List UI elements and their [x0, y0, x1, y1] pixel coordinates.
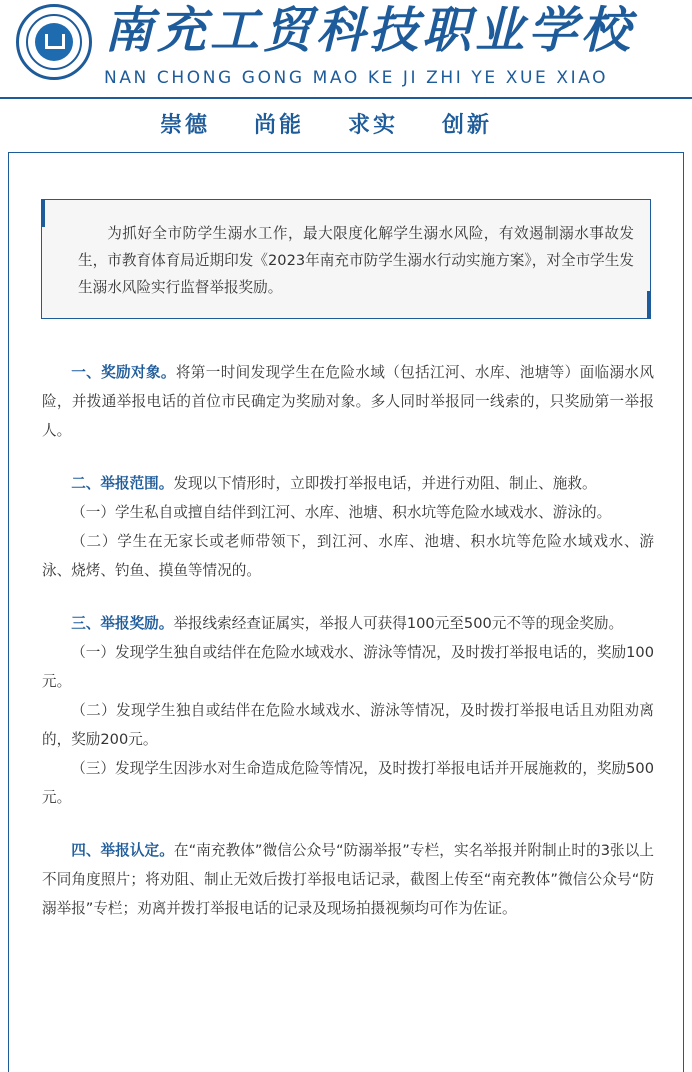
section-text: 在“南充教体”微信公众号“防溺举报”专栏，实名举报并附制止时的3张以上不同角度照片；将劝阻、制止无效后拨打举报电话记录，截图上传至“南充教体”微信公众号“防溺举报”专栏；劝离并拨打举报电话的记录及现场拍摄视频均可作为佐证。	[42, 842, 654, 917]
section-paragraph	[42, 469, 654, 498]
motto-word: 崇德	[160, 112, 211, 138]
section-spacer	[42, 445, 654, 469]
section-spacer	[42, 585, 654, 609]
section-heading: 四、举报认定。	[71, 842, 174, 859]
motto-word: 尚能	[254, 112, 305, 138]
school-pinyin: NAN CHONG GONG MAO KE JI ZHI YE XUE XIAO	[104, 68, 609, 88]
section-paragraph	[42, 836, 654, 923]
school-motto	[160, 110, 492, 140]
intro-text	[78, 220, 634, 301]
school-logo	[16, 4, 92, 80]
page-header	[0, 0, 692, 152]
section-paragraph	[42, 358, 654, 445]
section-heading: 一、奖励对象。	[71, 364, 176, 381]
intro-corner-accent	[647, 291, 651, 319]
motto-word: 求实	[348, 112, 399, 138]
school-name: 南充工贸科技职业学校	[104, 1, 635, 59]
article-body	[42, 358, 654, 923]
list-item: （一）发现学生独自或结伴在危险水域戏水、游泳等情况，及时拨打举报电话的，奖励100元。	[42, 644, 654, 690]
section-heading: 三、举报奖励。	[71, 615, 174, 632]
section-text: 发现以下情形时，立即拨打举报电话，并进行劝阻、制止、施救。	[173, 475, 597, 492]
motto-word: 创新	[442, 112, 493, 138]
list-item: （二）发现学生独自或结伴在危险水域戏水、游泳等情况，及时拨打举报电话且劝阻劝离的，奖励200元。	[42, 702, 654, 748]
section-heading: 二、举报范围。	[71, 475, 174, 492]
section-spacer	[42, 812, 654, 836]
section-text: 将第一时间发现学生在危险水域（包括江河、水库、池塘等）面临溺水风险，并拨通举报电话的首位市民确定为奖励对象。多人同时举报同一线索的，只奖励第一举报人。	[42, 364, 654, 439]
list-item: （一）学生私自或擅自结伴到江河、水库、池塘、积水坑等危险水域戏水、游泳的。	[71, 504, 612, 521]
header-divider	[0, 97, 692, 99]
intro-paragraph: 为抓好全市防学生溺水工作，最大限度化解学生溺水风险，有效遏制溺水事故发生，市教育体育局近期印发《2023年南充市防学生溺水行动实施方案》，对全市学生发生溺水风险实行监督举报奖励。	[78, 225, 634, 296]
section-text: 举报线索经查证属实，举报人可获得100元至500元不等的现金奖励。	[173, 615, 624, 632]
logo-emblem-icon	[35, 23, 73, 61]
list-item: （三）发现学生因涉水对生命造成危险等情况，及时拨打举报电话并开展施救的，奖励500元。	[42, 760, 654, 806]
intro-box	[41, 199, 651, 319]
intro-corner-accent	[41, 199, 45, 227]
list-item: （二）学生在无家长或老师带领下，到江河、水库、池塘、积水坑等危险水域戏水、游泳、烧烤、钓鱼、摸鱼等情况的。	[42, 533, 654, 579]
section-paragraph	[42, 609, 654, 638]
